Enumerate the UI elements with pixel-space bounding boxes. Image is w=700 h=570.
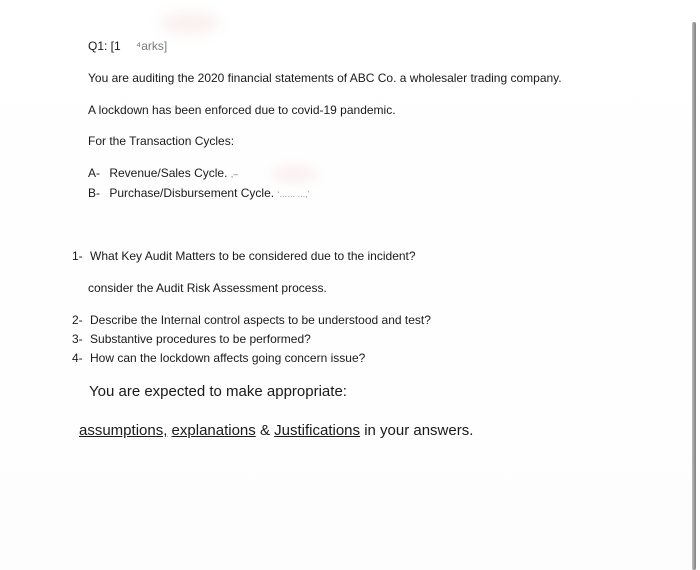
cycle-marker: A-	[88, 166, 100, 180]
expectation-text: You are expected to make appropriate:	[89, 383, 347, 400]
task-text: Describe the Internal control aspects to be understood and test?	[90, 313, 431, 327]
question-number: Q1: [1	[88, 39, 121, 53]
justifications-word: Justifications	[274, 422, 361, 439]
question-heading	[88, 39, 167, 53]
task-item-3	[72, 332, 311, 346]
task-number: 3-	[72, 332, 83, 346]
cycle-label: Revenue/Sales Cycle.	[109, 166, 228, 180]
explanations-word: explanations	[171, 422, 256, 439]
task-number: 1-	[72, 249, 83, 263]
scenario-text: You are auditing the 2020 financial statements of ABC Co. a wholesaler trading company.	[88, 71, 562, 85]
task-text: What Key Audit Matters to be considered due to the incident?	[90, 249, 416, 263]
cycle-trail: ,–	[230, 169, 239, 179]
smudge-mark	[160, 12, 220, 34]
task-text: Substantive procedures to be performed?	[90, 332, 311, 346]
ampersand: &	[259, 422, 270, 439]
closing-tail: in your answers.	[364, 422, 474, 439]
cycle-item-purchase	[88, 186, 309, 202]
task1-note: consider the Audit Risk Assessment process.	[88, 281, 327, 295]
cycle-marker: B-	[88, 186, 100, 200]
smudge-mark	[270, 166, 318, 182]
task-item-2	[72, 313, 431, 327]
closing-line	[79, 422, 473, 440]
task-number: 4-	[72, 351, 83, 365]
cycle-item-revenue	[88, 166, 238, 181]
cycle-trail: ʻ…… …,ʼ	[277, 190, 310, 199]
cycles-intro: For the Transaction Cycles:	[88, 134, 235, 148]
task-item-4	[72, 351, 365, 365]
task-text: How can the lockdown affects going concern issue?	[90, 351, 366, 365]
task-item-1	[72, 249, 416, 263]
task-number: 2-	[72, 313, 83, 327]
marks-label: ⁴arks]	[136, 39, 168, 53]
assumptions-word: assumptions,	[79, 422, 168, 439]
cycle-label: Purchase/Disbursement Cycle.	[109, 186, 275, 200]
page-edge-shadow	[692, 22, 696, 570]
incident-text: A lockdown has been enforced due to covid-19 pandemic.	[88, 103, 396, 117]
